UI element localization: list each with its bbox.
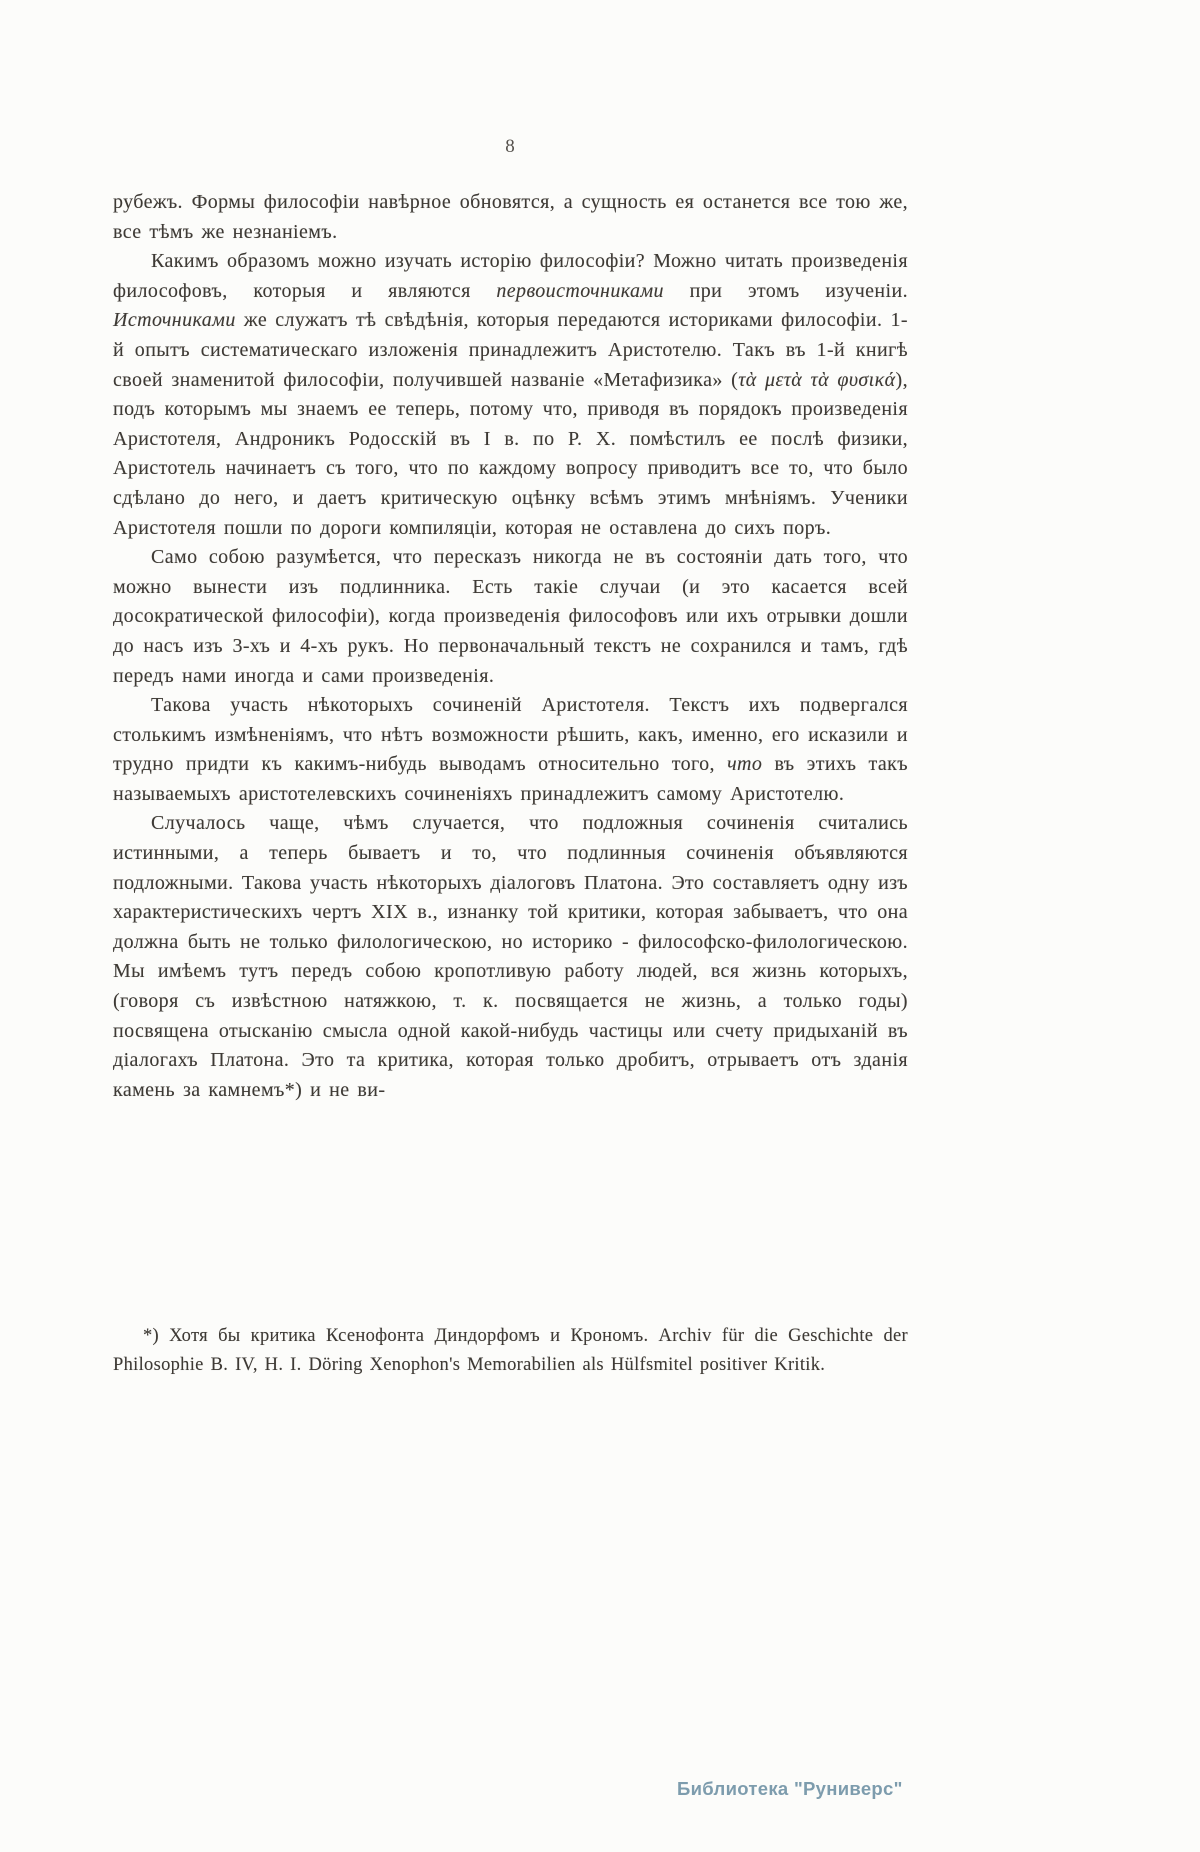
footnote-text bbox=[113, 1322, 908, 1380]
italic-run: что bbox=[727, 753, 763, 776]
paragraph bbox=[113, 188, 908, 247]
text-run: при этомъ изученіи. bbox=[663, 279, 908, 302]
text-run: Какимъ образомъ можно изучать исторію философіи? Можно читать произведенія философовъ, которыя и являются bbox=[113, 250, 908, 302]
text-run: рубежъ. Формы философіи навѣрное обновятся, а сущность ея останется все тою же, все тѣмъ же незнаніемъ. bbox=[113, 191, 908, 243]
paragraph bbox=[113, 247, 908, 543]
paragraph bbox=[113, 543, 908, 691]
footnote bbox=[113, 1322, 908, 1380]
page-number: 8 bbox=[505, 136, 516, 157]
text-run: *) Хотя бы критика Ксенофонта Диндорфомъ и Крономъ. Archiv für die Geschichte der Philosophie B. IV, H. I. Döring Xenophon's Memorabilien als Hülfsmitel positiver Kritik. bbox=[113, 1326, 908, 1375]
paragraph bbox=[113, 691, 908, 809]
text-run: же служатъ тѣ свѣдѣнія, которыя передаются историками философіи. 1-й опытъ систематическаго изложенія принадлежитъ Аристотелю. Такъ въ 1-й книгѣ своей знаменитой философіи, получившей названіе «Метафизика» ( bbox=[113, 309, 908, 391]
text-run: Само собою разумѣется, что пересказъ никогда не въ состояніи дать того, что можно вынести изъ подлинника. Есть такіе случаи (и это касается всей досократической философіи), когда произведенія философовъ или ихъ отрывки дошли до насъ изъ 3-хъ и 4-хъ рукъ. Но первоначальный текстъ не сохранился и тамъ, гдѣ передъ нами иногда и сами произведенія. bbox=[113, 546, 908, 687]
italic-run: первоисточниками bbox=[496, 279, 664, 302]
text-run: въ этихъ такъ называемыхъ аристотелевскихъ сочиненіяхъ принадлежитъ самому Аристотелю. bbox=[113, 753, 908, 805]
text-run: ), подъ которымъ мы знаемъ ее теперь, потому что, приводя въ порядокъ произведенія Аристотеля, Андроникъ Родосскій въ I в. по Р. X. помѣстилъ ее послѣ физики, Аристотель начинаетъ съ того, что по каждому вопросу приводитъ все то, что было сдѣлано до него, и даетъ критическую оцѣнку всѣмъ этимъ мнѣніямъ. Ученики Аристотеля пошли по дороги компиляціи, которая не оставлена до сихъ поръ. bbox=[113, 368, 908, 539]
paragraph bbox=[113, 809, 908, 1105]
text-run: Случалось чаще, чѣмъ случается, что подложныя сочиненія считались истинными, а теперь бываетъ и то, что подлинныя сочиненія объявляются подложными. Такова участь нѣкоторыхъ діалоговъ Платона. Это составляетъ одну изъ характеристическихъ чертъ XIX в., изнанку той критики, которая забываетъ, что она должна быть не только филологическою, но историко - философско-филологическою. Мы имѣемъ тутъ передъ собою кропотливую работу людей, вся жизнь которыхъ, (говоря съ извѣстною натяжкою, т. к. посвящается не жизнь, а только годы) посвящена отысканію смысла одной какой-нибудь частицы или счету придыханій въ діалогахъ Платона. Это та критика, которая только дробитъ, отрываетъ отъ зданія камень за камнемъ*) и не ви- bbox=[113, 812, 908, 1101]
text-run: Такова участь нѣкоторыхъ сочиненій Аристотеля. Текстъ ихъ подвергался столькимъ измѣненіямъ, что нѣтъ возможности рѣшить, какъ, именно, его исказили и трудно придти къ какимъ-нибудь выводамъ относительно того, bbox=[113, 694, 908, 776]
text-block bbox=[113, 188, 908, 1105]
italic-run: Источниками bbox=[113, 309, 236, 332]
library-watermark: Библиотека "Руниверс" bbox=[677, 1778, 903, 1799]
italic-run: τὰ μετὰ τὰ φυσικά bbox=[738, 368, 896, 391]
